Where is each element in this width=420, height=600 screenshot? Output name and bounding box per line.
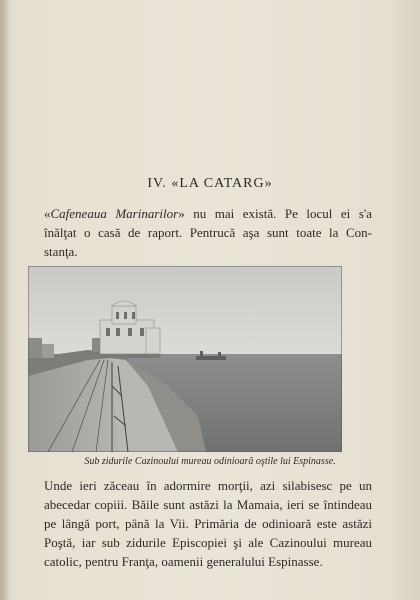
paragraph-main-line-1: Unde ieri zăceau în adormire morţii, azi silabisesc pe un — [44, 478, 372, 493]
page-spine-shadow — [0, 0, 10, 600]
photo-caption: Sub zidurile Cazinoului mureau odinioară oştile lui Espinasse. — [84, 456, 336, 467]
paragraph-intro-line-1-rest: » nu mai există. Pe locul ei s'a — [178, 206, 372, 221]
photo-image — [28, 266, 342, 452]
cafe-name: Cafeneaua Marinarilor — [50, 206, 179, 221]
casino-seafront-photo — [28, 266, 342, 452]
paragraph-intro — [44, 204, 372, 261]
paragraph-intro-line-1 — [44, 204, 372, 223]
paragraph-intro-line-3: stanţa. — [44, 244, 78, 259]
paragraph-main — [44, 476, 372, 571]
chapter-heading: IV. «LA CATARG» — [147, 176, 273, 191]
paragraph-main-line-3: pe lângă port, până la Vii. Primăria de odinioară este astăzi — [44, 516, 372, 531]
quote-open: « — [44, 206, 51, 221]
paragraph-main-line-4: Poştă, iar sub zidurile Episcopiei şi ale Cazinoului mureau — [44, 535, 372, 550]
paragraph-main-line-2: abecedar copiii. Băile sunt astăzi la Mamaia, ieri se întindeau — [44, 497, 372, 512]
paragraph-intro-line-2: înălţat o casă de raport. Pentrucă aşa sunt toate la Con- — [44, 225, 372, 240]
paragraph-main-line-5: catolic, pentru Franţa, oamenii generalului Espinasse. — [44, 554, 323, 569]
